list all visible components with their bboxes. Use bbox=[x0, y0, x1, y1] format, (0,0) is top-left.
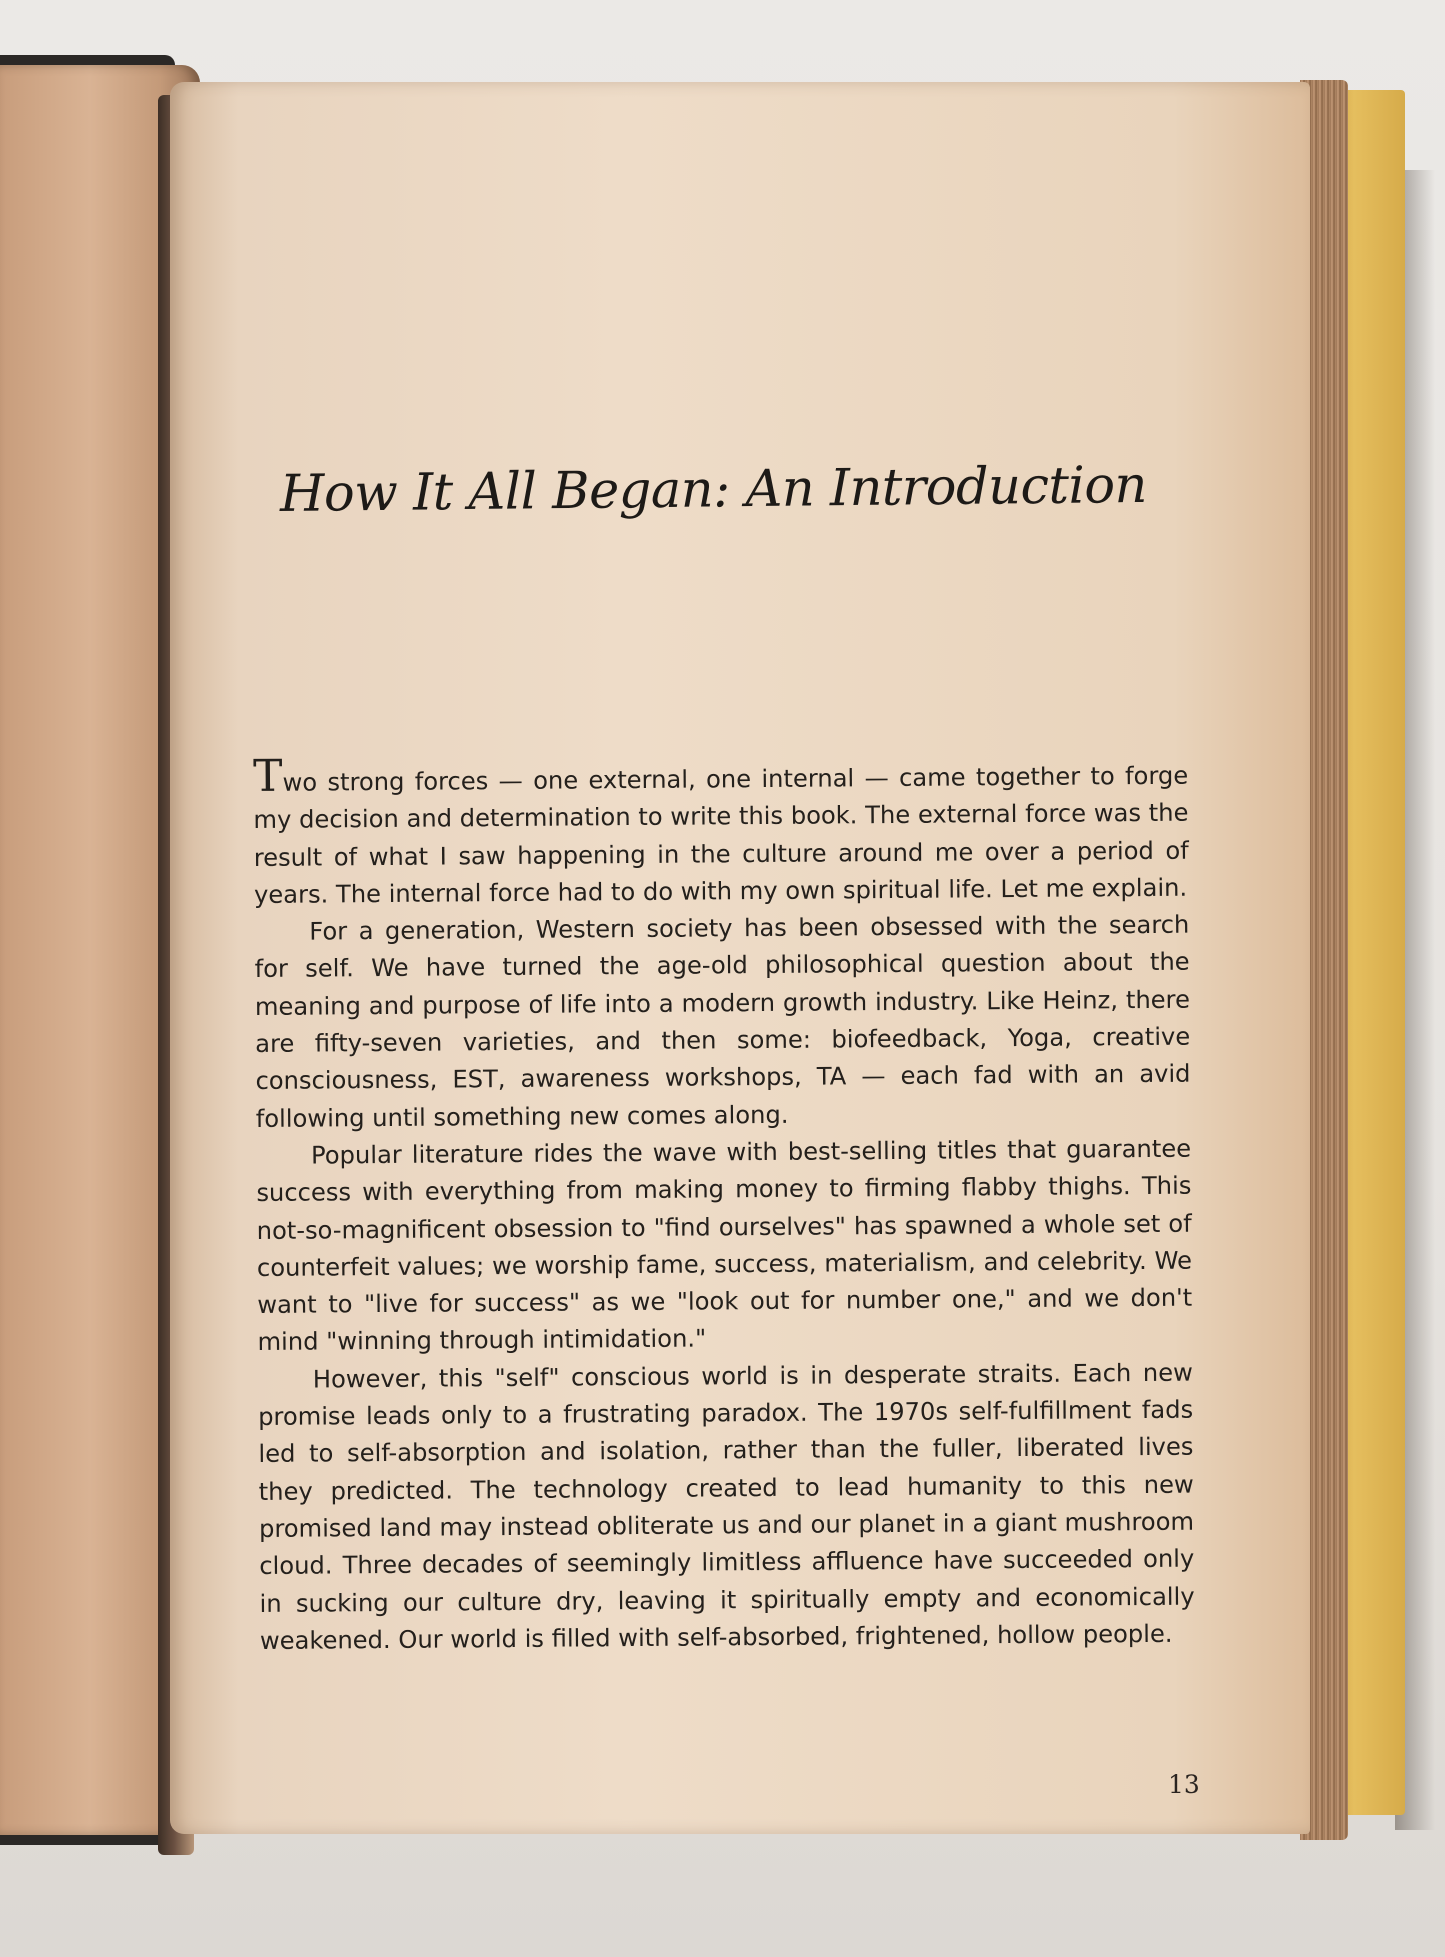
drop-cap: T bbox=[252, 750, 283, 802]
paragraph-2: For a generation, Western society has been obsessed with the search for self. We have turned the age-old philosophical question about the meaning and purpose of life into a modern growth industry. Like Heinz, there are fifty-seven varieties, and then some: biofeedback, Yoga, creative consciousness, EST, awareness workshops, TA — each fad with an avid following until something new comes along. bbox=[254, 910, 1191, 1133]
paragraph-1-text: wo strong forces — one external, one internal — came together to forge my decision and determination to write this book. The external force was the result of what I saw happening in the culture around me over a period of years. The internal force had to do with my own spiritual life. Let me explain. bbox=[253, 761, 1189, 909]
paragraph-4: However, this "self" conscious world is in desperate straits. Each new promise leads only to a frustrating paradox. The 1970s self-fulfillment fads led to self-absorption and isolation, rather than the fuller, liberated lives they predicted. The technology created to lead humanity to this new promised land may instead obliterate us and our planet in a giant mushroom cloud. Three decades of seemingly limitless affluence have succeeded only in sucking our culture dry, leaving it spiritually empty and economically weakened. Our world is filled with self-absorbed, frightened, hollow people. bbox=[258, 1358, 1195, 1655]
page-number: 13 bbox=[1168, 1770, 1200, 1799]
paragraph-3: Popular literature rides the wave with best-selling titles that guarantee success with everything from making money to firming flabby thighs. This not-so-magnificent obsession to "find ourselves" has spawned a whole set of counterfeit values; we worship fame, success, materialism, and celebrity. We want to "live for success" as we "look out for number one," and we don't mind "winning through intimidation." bbox=[256, 1134, 1193, 1357]
paragraph-1 bbox=[252, 750, 1189, 915]
chapter-title: How It All Began: An Introduction bbox=[279, 455, 1148, 524]
body-text bbox=[252, 750, 1195, 1660]
